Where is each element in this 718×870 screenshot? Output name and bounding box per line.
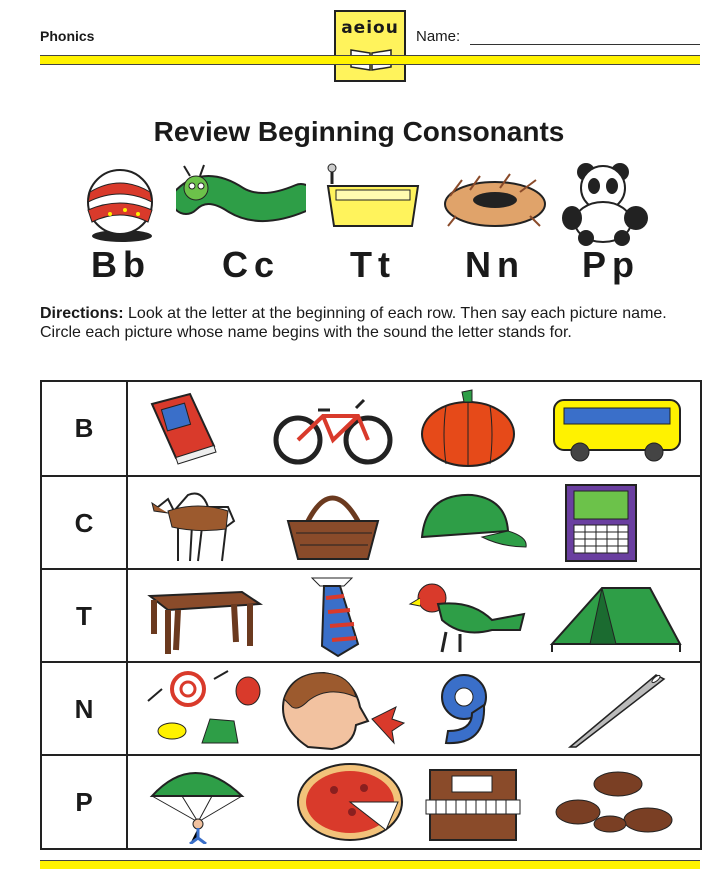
letter-pair-n: Nn: [465, 244, 525, 285]
grid-row-b: [42, 382, 700, 475]
piano-icon[interactable]: [412, 760, 542, 844]
caterpillar-icon: [176, 160, 306, 246]
table-icon[interactable]: [138, 574, 268, 658]
camel-icon[interactable]: [138, 481, 268, 565]
directions-body: Look at the letter at the beginning of each row. Then say each picture name. Circle each picture whose name begins with the sound the letter stands for.: [40, 305, 667, 341]
parrot-icon[interactable]: [402, 574, 532, 658]
nose-face-icon[interactable]: [268, 667, 408, 751]
row-letter: T: [42, 570, 128, 663]
letter-pair-t: Tt: [350, 244, 396, 285]
book-icon[interactable]: [138, 386, 268, 470]
name-label: Name:: [416, 28, 461, 45]
picture-grid: [40, 380, 702, 850]
logo-text: aeiou: [341, 18, 399, 38]
page-title: Review Beginning Consonants: [153, 116, 565, 147]
grid-row-n: [42, 661, 700, 756]
pizza-icon[interactable]: [268, 760, 408, 844]
directions-lead: Directions:: [40, 305, 124, 322]
letter-pair-p: Pp: [581, 244, 640, 285]
grid-row-p: [42, 754, 700, 849]
pumpkin-icon[interactable]: [402, 386, 532, 470]
cap-icon[interactable]: [402, 481, 532, 565]
ball-icon: [70, 160, 180, 246]
row-letter: N: [42, 663, 128, 756]
row-letter: B: [42, 382, 128, 475]
letter-pair-b: Bb: [91, 244, 151, 285]
header-divider: [40, 55, 700, 65]
aeiou-logo: [334, 10, 406, 82]
needle-icon[interactable]: [546, 667, 676, 751]
row-letter: C: [42, 477, 128, 570]
nest-icon: [440, 160, 550, 246]
name-write-line[interactable]: [470, 44, 700, 45]
tent-icon[interactable]: [546, 574, 686, 658]
grid-row-c: [42, 475, 700, 570]
parachute-icon[interactable]: [138, 760, 268, 844]
basket-icon[interactable]: [268, 481, 398, 565]
number-nine-icon[interactable]: [402, 667, 532, 751]
letter-pair-c: Cc: [221, 244, 281, 285]
tie-icon[interactable]: [268, 574, 398, 658]
row-letter: P: [42, 756, 128, 849]
subject-label: Phonics: [40, 28, 95, 44]
directions-text: [40, 304, 680, 342]
peanuts-icon[interactable]: [552, 760, 682, 844]
panda-icon: [556, 160, 666, 246]
candy-icon[interactable]: [138, 667, 268, 751]
tub-icon: [318, 160, 428, 246]
footer-divider: [40, 860, 700, 869]
bus-icon[interactable]: [546, 386, 686, 470]
bicycle-icon[interactable]: [268, 386, 398, 470]
calendar-icon[interactable]: [546, 481, 676, 565]
grid-row-t: [42, 568, 700, 663]
